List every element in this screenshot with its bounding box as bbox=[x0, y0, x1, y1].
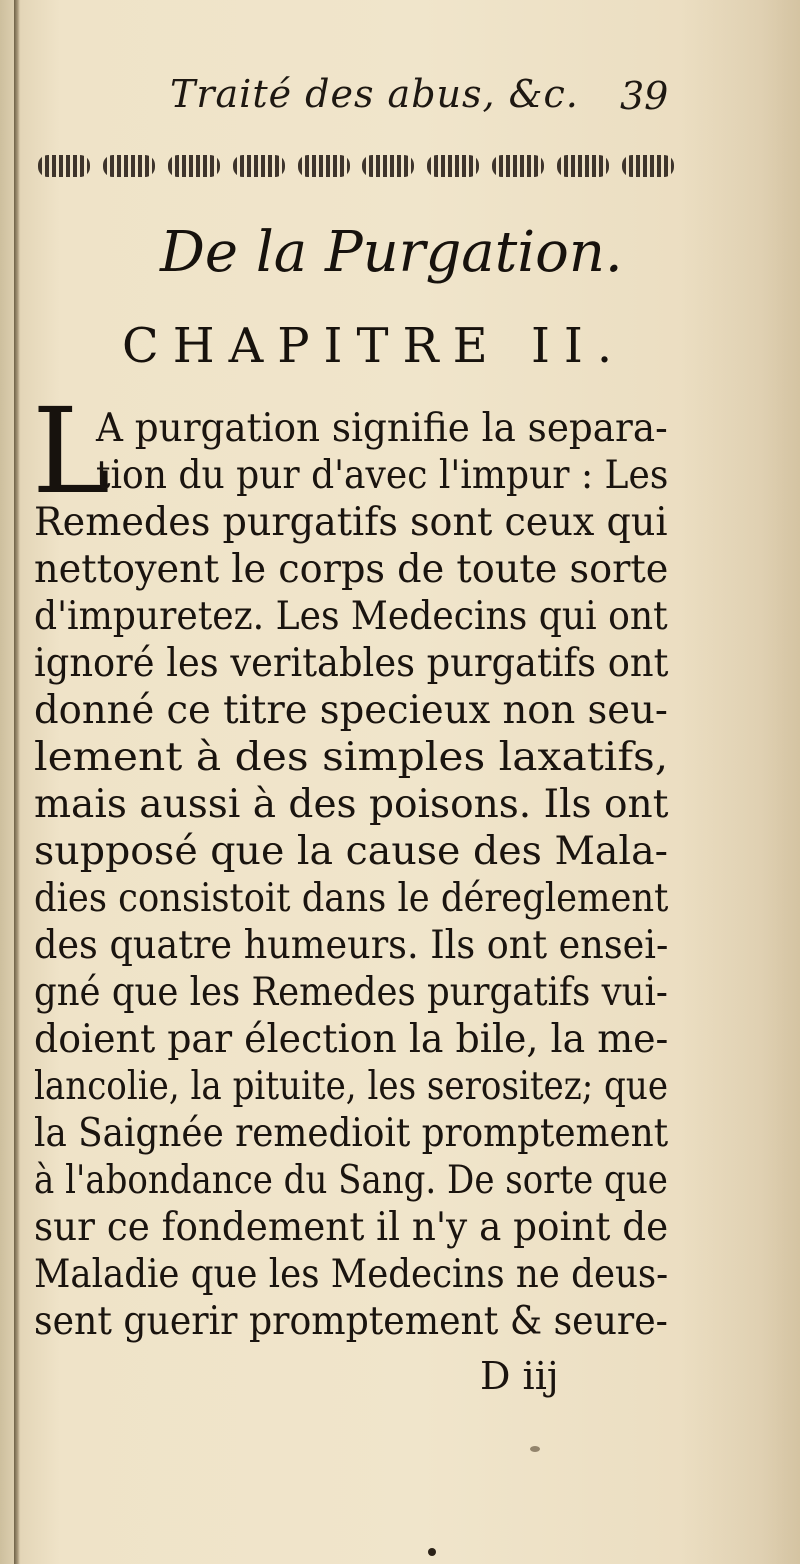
text-line: ignoré les veritables purgatifs ont bbox=[34, 641, 669, 686]
text-line: des quatre humeurs. Ils ont ensei- bbox=[34, 923, 669, 968]
text-line: lement à des simples laxatifs, bbox=[34, 735, 669, 780]
text-line: sent guerir promptement & seure- bbox=[34, 1299, 668, 1344]
ornament-piece bbox=[233, 155, 285, 177]
text-line: mais aussi à des poisons. Ils ont bbox=[34, 782, 669, 827]
page-edge-shadow bbox=[680, 0, 800, 1564]
text-line: sur ce fondement il n'y a point de bbox=[34, 1205, 669, 1250]
running-head: Traité des abus, &c. bbox=[170, 72, 579, 116]
text-line: Remedes purgatifs sont ceux qui bbox=[34, 500, 668, 545]
text-line: tion du pur d'avec l'impur : Les bbox=[96, 453, 669, 498]
signature-catchword: D iij bbox=[480, 1354, 559, 1398]
page-header bbox=[0, 62, 800, 132]
ink-speck bbox=[530, 1446, 540, 1452]
text-line: A purgation signifie la separa- bbox=[96, 406, 668, 451]
ornament-piece bbox=[427, 155, 479, 177]
section-title: De la Purgation. bbox=[160, 220, 623, 285]
ornament-piece bbox=[362, 155, 414, 177]
chapter-heading: CHAPITRE II. bbox=[122, 318, 627, 374]
ornament-piece bbox=[298, 155, 350, 177]
ornament-piece bbox=[492, 155, 544, 177]
text-line: doient par élection la bile, la me- bbox=[34, 1017, 669, 1062]
text-line: la Saignée remedioit promptement bbox=[34, 1111, 669, 1156]
ornament-piece bbox=[168, 155, 220, 177]
page-number: 39 bbox=[620, 74, 669, 118]
text-line: supposé que la cause des Mala- bbox=[34, 829, 668, 874]
text-line: à l'abondance du Sang. De sorte que bbox=[34, 1158, 668, 1203]
text-line: Maladie que les Medecins ne deus- bbox=[34, 1252, 669, 1297]
text-line: gné que les Remedes purgatifs vui- bbox=[34, 970, 668, 1015]
text-line: lancolie, la pituite, les serositez; que bbox=[34, 1064, 669, 1109]
text-line: nettoyent le corps de toute sorte bbox=[34, 547, 669, 592]
ornament-piece bbox=[38, 155, 90, 177]
ornament-piece bbox=[557, 155, 609, 177]
text-line: dies consistoit dans le déreglement bbox=[34, 876, 669, 921]
text-line: donné ce titre specieux non seu- bbox=[34, 688, 668, 733]
drop-cap: L bbox=[32, 382, 111, 520]
ink-speck bbox=[428, 1548, 436, 1556]
ornamental-band bbox=[38, 150, 674, 182]
text-line: d'impuretez. Les Medecins qui ont bbox=[34, 594, 668, 639]
ornament-piece bbox=[622, 155, 674, 177]
ornament-piece bbox=[103, 155, 155, 177]
binding-gutter bbox=[14, 0, 20, 1564]
